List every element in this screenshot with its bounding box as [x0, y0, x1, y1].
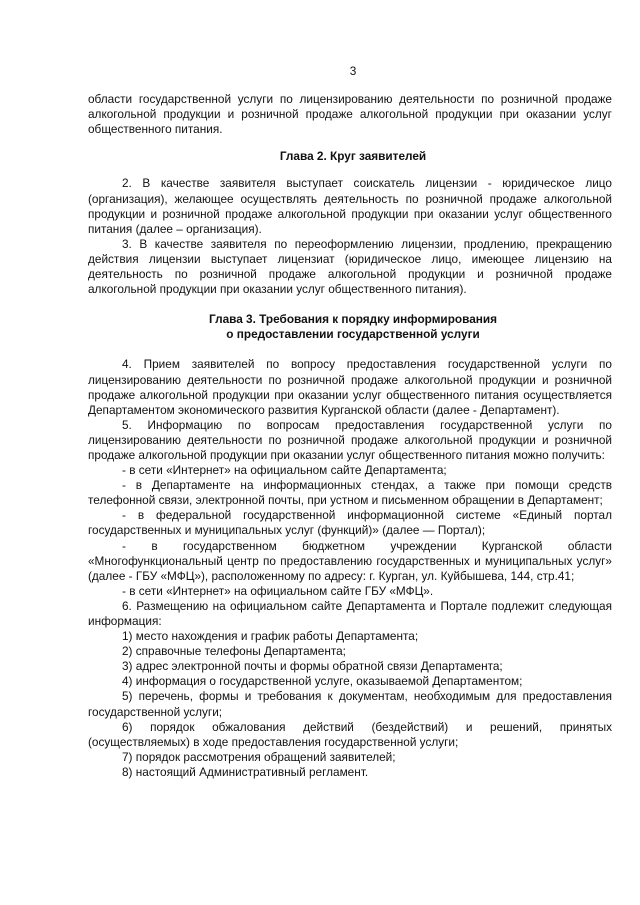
info-source-item: - в сети «Интернет» на официальном сайте Департамента; [122, 463, 447, 478]
page-number: 3 [349, 64, 357, 78]
paragraph-6: 6. Размещению на официальном сайте Департамента и Портале подлежит следующая информация: [88, 598, 612, 628]
published-info-item: 6) порядок обжалования действий (бездействий) и решений, принятых (осуществляемых) в ходе предоставления государственной услуги; [88, 719, 612, 749]
published-info-item: 2) справочные телефоны Департамента; [122, 644, 346, 659]
paragraph-3: 3. В качестве заявителя по переоформлению лицензии, продлению, прекращению действия лицензии выступает лицензиат (юридическое лицо, имеющее лицензию на деятельность по розничной продаже алкогольной продукции и розничной продаже алкогольной продукции при оказании услуг общественного питания). [88, 236, 612, 297]
chapter-2-title: Глава 2. Круг заявителей [279, 149, 427, 164]
info-source-item: - в сети «Интернет» на официальном сайте ГБУ «МФЦ». [122, 583, 434, 598]
published-info-item: 1) место нахождения и график работы Департамента; [122, 629, 419, 644]
intro-paragraph: области государственной услуги по лицензированию деятельности по розничной продаже алкогольной продукции и розничной продаже алкогольной продукции при оказании услуг общественного питания. [88, 92, 612, 137]
paragraph-5: 5. Информацию по вопросам предоставления государственной услуги по лицензированию деятельности по розничной продаже алкогольной продукции и розничной продаже алкогольной продукции при оказании услуг общественного питания можно получить: [88, 417, 612, 462]
info-source-item: - в Департаменте на информационных стендах, а также при помощи средств телефонной связи, электронной почты, при устном и письменном обращении в Департамент; [88, 478, 612, 508]
chapter-3-title-line-1: Глава 3. Требования к порядку информирования [208, 312, 498, 327]
document-page [88, 64, 612, 780]
published-info-item: 7) порядок рассмотрения обращений заявителей; [122, 749, 396, 764]
info-source-item: - в федеральной государственной информационной системе «Единый портал государственных и муниципальных услуг (функций)» (далее — Портал); [88, 508, 612, 538]
published-info-item: 3) адрес электронной почты и формы обратной связи Департамента; [122, 659, 503, 674]
paragraph-4: 4. Прием заявителей по вопросу предоставления государственной услуги по лицензированию деятельности по розничной продаже алкогольной продукции и розничной продаже алкогольной продукции при оказании услуг общественного питания осуществляется Департаментом экономического развития Курганской области (далее - Департамент). [88, 357, 612, 417]
chapter-3-title-line-2: о предоставлении государственной услуги [226, 327, 480, 342]
paragraph-2: 2. В качестве заявителя выступает соискатель лицензии - юридическое лицо (организация), желающее осуществлять деятельность по розничной продаже алкогольной продукции и розничной продаже алкогольной продукции при оказании услуг общественного питания (далее – организация). [88, 176, 612, 236]
published-info-item: 8) настоящий Административный регламент. [122, 764, 369, 779]
info-source-item: - в государственном бюджетном учреждении Курганской области «Многофункциональный центр по предоставлению государственных и муниципальных услуг» (далее - ГБУ «МФЦ»), расположенному по адресу: г. Курган, ул. Куйбышева, 144, стр.41; [88, 538, 612, 583]
published-info-item: 4) информация о государственной услуге, оказываемой Департаментом; [122, 674, 523, 689]
published-info-item: 5) перечень, формы и требования к документам, необходимым для предоставления государственной услуги; [88, 689, 612, 719]
